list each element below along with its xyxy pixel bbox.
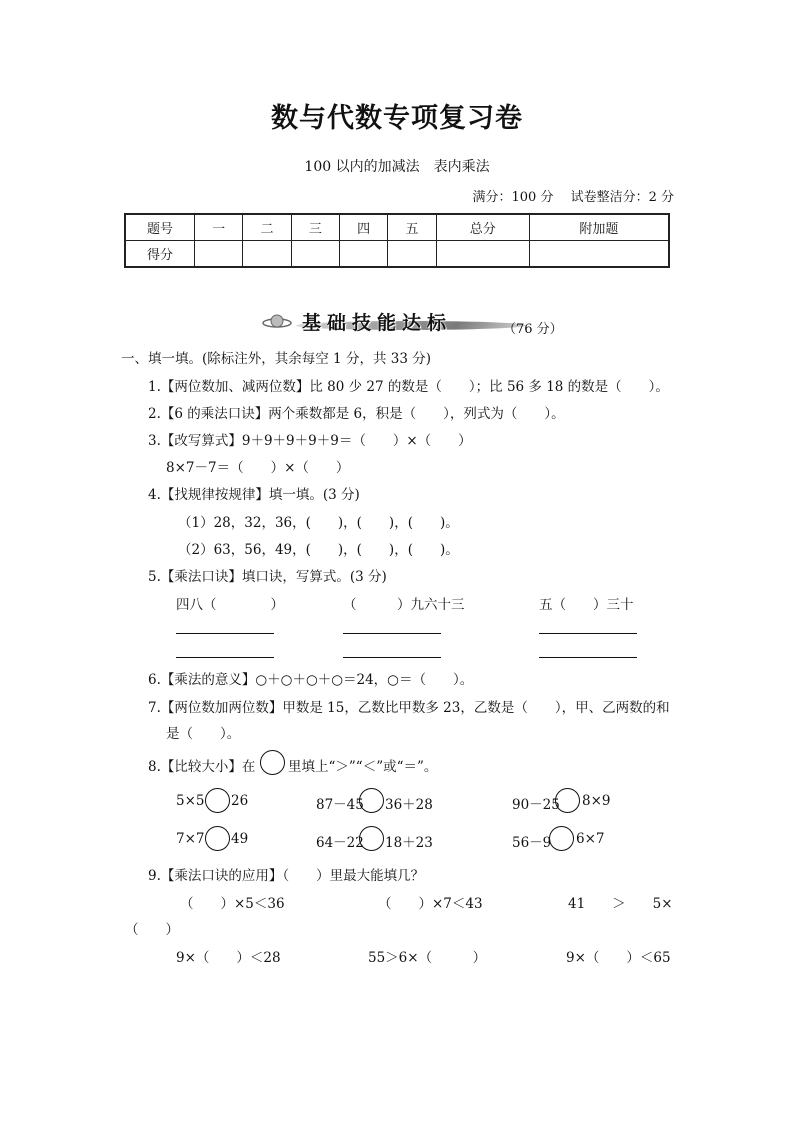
- answer-line[interactable]: [539, 657, 637, 658]
- compare-left: 64－22: [316, 835, 364, 851]
- question-4-sub-2: （2）63，56，49，( )，( )，( )。: [178, 542, 459, 558]
- compare-right: 36＋28: [385, 797, 433, 813]
- compare-circle[interactable]: [359, 788, 384, 813]
- compare-right: 18＋23: [385, 835, 433, 851]
- q9-item: 9×（ ）＜28: [176, 950, 281, 966]
- banner-title: 基础技能达标: [302, 312, 453, 334]
- answer-line[interactable]: [176, 633, 274, 634]
- compare-left: 5×5: [176, 793, 205, 809]
- question-8-part-2: 里填上“＞”“＜”或“＝”。: [288, 759, 438, 775]
- question-2: 2.【6 的乘法口诀】两个乘数都是 6，积是（ ），列式为（ ）。: [148, 406, 565, 422]
- score-cell[interactable]: [529, 241, 669, 268]
- q9-item: （ ）×7＜43: [378, 896, 483, 912]
- question-5-item-1: 四八（ ）: [176, 597, 284, 613]
- q9-item: 41 ＞ 5×: [568, 896, 673, 912]
- q9-item: 55＞6×（ ）: [368, 950, 487, 966]
- table-cell: 总分: [436, 214, 529, 241]
- planet-icon: [262, 313, 292, 331]
- score-cell[interactable]: [436, 241, 529, 268]
- question-3-line-1: 3.【改写算式】9＋9＋9＋9＋9＝（ ）×（ ）: [148, 433, 472, 449]
- compare-right: 26: [231, 793, 249, 809]
- table-cell: 题号: [125, 214, 195, 241]
- table-cell: 得分: [125, 241, 195, 268]
- page-subtitle: 100 以内的加减法 表内乘法: [304, 159, 490, 175]
- question-5-item-2: （ ）九六十三: [343, 597, 465, 613]
- score-cell[interactable]: [195, 241, 243, 268]
- compare-left: 7×7: [176, 831, 205, 847]
- question-8-part-1: 8.【比较大小】在: [148, 759, 256, 775]
- compare-circle[interactable]: [359, 826, 384, 851]
- table-cell: 四: [339, 214, 387, 241]
- question-7-line-2: 是（ ）。: [166, 726, 241, 742]
- section-banner: [262, 308, 502, 336]
- score-cell[interactable]: [388, 241, 436, 268]
- section-score: （76 分）: [503, 322, 563, 337]
- compare-right: 6×7: [576, 831, 605, 847]
- question-5: 5.【乘法口诀】填口诀，写算式。(3 分): [148, 569, 387, 585]
- score-cell[interactable]: [291, 241, 339, 268]
- table-cell: 三: [291, 214, 339, 241]
- answer-line[interactable]: [539, 633, 637, 634]
- compare-right: 49: [231, 831, 249, 847]
- score-cell[interactable]: [339, 241, 387, 268]
- compare-circle[interactable]: [205, 788, 230, 813]
- compare-left: 87－45: [316, 797, 364, 813]
- part-heading: 一、填一填。(除标注外，其余每空 1 分，共 33 分): [121, 351, 431, 367]
- answer-line[interactable]: [176, 657, 274, 658]
- question-1: 1.【两位数加、减两位数】比 80 少 27 的数是（ ）；比 56 多 18 的数是（ ）。: [148, 379, 669, 395]
- answer-line[interactable]: [343, 657, 441, 658]
- score-table-score-row: [125, 241, 669, 268]
- question-3-line-2: 8×7－7＝（ ）×（ ）: [166, 460, 350, 476]
- question-9: 9.【乘法口诀的应用】（ ）里最大能填几？: [148, 868, 425, 884]
- question-4: 4.【找规律按规律】填一填。(3 分): [148, 487, 360, 503]
- score-table-header-row: [125, 214, 669, 241]
- table-cell: 五: [388, 214, 436, 241]
- compare-circle[interactable]: [549, 826, 574, 851]
- compare-circle: [260, 750, 285, 775]
- compare-left: 56－9: [512, 835, 552, 851]
- q9-item: 9×（ ）＜65: [566, 950, 671, 966]
- table-cell: 一: [195, 214, 243, 241]
- score-table: [124, 213, 670, 268]
- q9-item: （ ）: [125, 922, 179, 938]
- question-7-line-1: 7.【两位数加两位数】甲数是 15，乙数比甲数多 23，乙数是（ ），甲、乙两数的和: [148, 700, 670, 716]
- table-cell: 附加题: [529, 214, 669, 241]
- question-6: 6.【乘法的意义】○＋○＋○＋○＝24，○＝（ ）。: [148, 672, 474, 688]
- compare-left: 90－25: [512, 797, 560, 813]
- page-title: 数与代数专项复习卷: [271, 103, 523, 134]
- answer-line[interactable]: [343, 633, 441, 634]
- question-4-sub-1: （1）28，32，36，( )，( )，( )。: [178, 515, 459, 531]
- table-cell: 二: [243, 214, 291, 241]
- compare-circle[interactable]: [205, 826, 230, 851]
- q9-item: （ ）×5＜36: [180, 896, 285, 912]
- question-5-item-3: 五（ ）三十: [539, 597, 634, 613]
- score-cell[interactable]: [243, 241, 291, 268]
- compare-circle[interactable]: [555, 788, 580, 813]
- score-info: 满分：100 分 试卷整洁分：2 分: [472, 190, 674, 205]
- compare-right: 8×9: [582, 793, 611, 809]
